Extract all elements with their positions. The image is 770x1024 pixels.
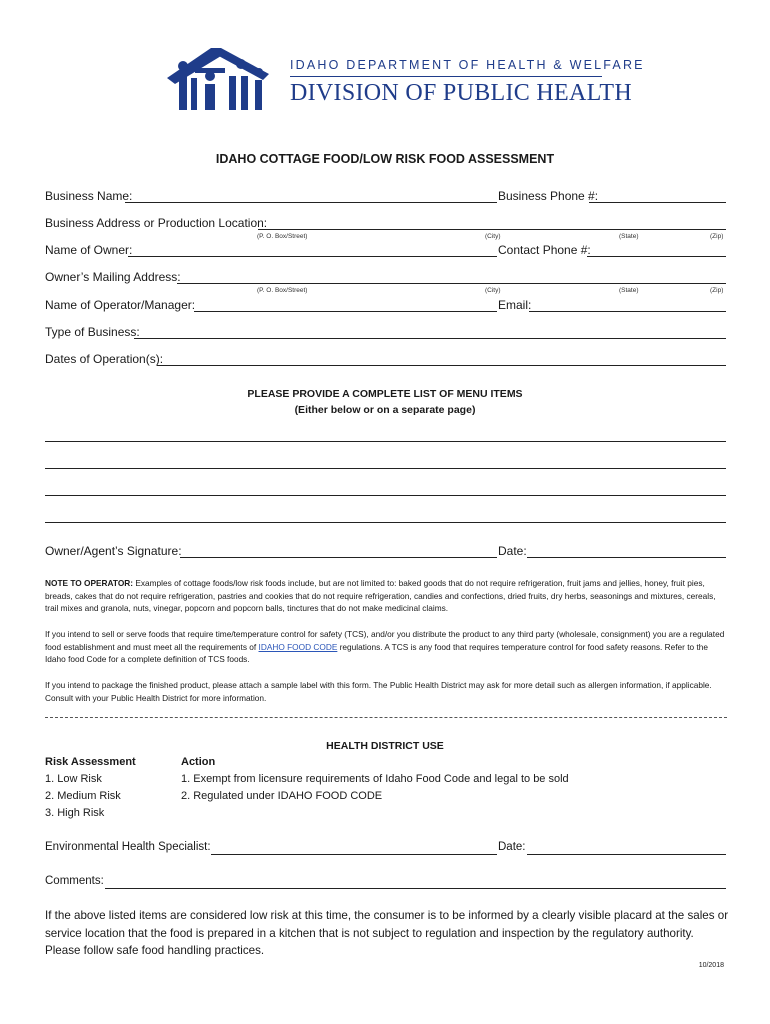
signature-date-field[interactable] [527, 557, 726, 558]
comments-label: Comments: [45, 875, 104, 887]
closing-statement: If the above listed items are considered low risk at this time, the consumer is to be informed by a clearly visible placard at the sales or service location that the food is prepared in a kitchen that is not subject to regulation and inspection by the regulatory authority. Please follow safe food handling practices. [45, 909, 729, 957]
dates-of-operation-field[interactable] [157, 365, 726, 366]
operator-name-label: Name of Operator/Manager: [45, 298, 196, 312]
mailing-caption-city: (City) [485, 287, 501, 294]
menu-line[interactable] [45, 441, 726, 442]
specialist-label: Environmental Health Specialist: [45, 841, 211, 853]
action-column [181, 754, 569, 805]
district-use-heading: HEALTH DISTRICT USE [326, 740, 444, 752]
business-name-label: Business Name: [45, 189, 133, 203]
package-paragraph: If you intend to package the finished product, please attach a sample label with this form. The Public Health District may ask for more detail such as allergen information, if applicable. Consult with your Public Health District for more information. [45, 680, 712, 703]
risk-assessment-column [45, 754, 136, 822]
signature-label: Owner/Agent’s Signature: [45, 544, 182, 558]
idhw-logo-icon [165, 44, 275, 116]
agency-name: IDAHO DEPARTMENT OF HEALTH & WELFARE [290, 58, 645, 72]
owner-name-label: Name of Owner: [45, 243, 133, 257]
menu-subheading: (Either below or on a separate page) [294, 404, 476, 416]
owner-mailing-field[interactable] [177, 283, 726, 284]
tcs-paragraph [45, 628, 727, 666]
address-caption-city: (City) [485, 233, 501, 240]
menu-heading: PLEASE PROVIDE A COMPLETE LIST OF MENU ITEMS [247, 388, 523, 400]
specialist-date-field[interactable] [527, 854, 726, 855]
menu-line[interactable] [45, 495, 726, 496]
form-title: IDAHO COTTAGE FOOD/LOW RISK FOOD ASSESSMENT [215, 152, 555, 166]
menu-line[interactable] [45, 468, 726, 469]
note-label: NOTE TO OPERATOR: [45, 578, 134, 588]
email-label: Email: [498, 298, 532, 312]
owner-mailing-label: Owner’s Mailing Address: [45, 270, 181, 284]
dates-of-operation-label: Dates of Operation(s): [45, 352, 164, 366]
idaho-food-code-link[interactable]: IDAHO FOOD CODE [258, 641, 338, 652]
business-type-field[interactable] [134, 338, 726, 339]
email-field[interactable] [529, 311, 726, 312]
business-name-field[interactable] [125, 202, 497, 203]
risk-option: 2. Medium Risk [45, 790, 121, 802]
signature-field[interactable] [180, 557, 497, 558]
action-option: 1. Exempt from licensure requirements of Idaho Food Code and legal to be sold [181, 773, 569, 785]
tcs-text-after: regulations. A TCS is any food that requires temperature control for food safety reasons. Refer to the Idaho food Code for a complete definition of TCS foods. [45, 641, 709, 664]
action-option: 2. Regulated under IDAHO FOOD CODE [181, 790, 383, 802]
operator-name-field[interactable] [194, 311, 497, 312]
division-name: DIVISION OF PUBLIC HEALTH [290, 80, 632, 106]
comments-field[interactable] [105, 888, 726, 889]
risk-assessment-heading: Risk Assessment [45, 756, 136, 768]
header-divider [290, 76, 602, 77]
mailing-caption-street: (P. O. Box/Street) [257, 287, 308, 294]
specialist-field[interactable] [211, 854, 497, 855]
business-address-label: Business Address or Production Location: [45, 216, 268, 230]
owner-name-field[interactable] [128, 256, 497, 257]
business-address-field[interactable] [258, 229, 726, 230]
address-caption-zip: (Zip) [710, 233, 724, 240]
cut-line-divider [45, 717, 727, 718]
form-version: 10/2018 [698, 962, 724, 969]
contact-phone-field[interactable] [587, 256, 726, 257]
menu-line[interactable] [45, 522, 726, 523]
business-phone-field[interactable] [589, 202, 726, 203]
note-to-operator [45, 577, 727, 615]
contact-phone-label: Contact Phone #: [498, 243, 591, 257]
address-caption-state: (State) [619, 233, 639, 240]
address-caption-street: (P. O. Box/Street) [257, 233, 308, 240]
business-phone-label: Business Phone #: [498, 189, 599, 203]
mailing-caption-zip: (Zip) [710, 287, 724, 294]
risk-option: 3. High Risk [45, 807, 105, 819]
mailing-caption-state: (State) [619, 287, 639, 294]
action-heading: Action [181, 756, 216, 768]
signature-date-label: Date: [498, 544, 527, 558]
risk-option: 1. Low Risk [45, 773, 102, 785]
note-text: Examples of cottage foods/low risk foods include, but are not limited to: baked goods that do not require refrigeration, fruit jams and jellies, honey, fruit pies, breads, cakes that do not require refrigeration, pastries and cookies that do not require refrigeration, candies and confections, dried fruits, dry herbs, seasonings and mixtures, cereals, trail mixes and granola, nuts, vinegar, popcorn and popcorn balls, tinctures that do not make medicinal claims. [45, 578, 716, 613]
specialist-date-label: Date: [498, 841, 526, 853]
business-type-label: Type of Business: [45, 325, 140, 339]
tcs-text-before: If you intend to sell or serve foods that require time/temperature control for safety (TCS), and/or you distribute the product to any third party (wholesale, consignment) you are a regulated food establishment and must meet all the requirements of [45, 629, 725, 652]
